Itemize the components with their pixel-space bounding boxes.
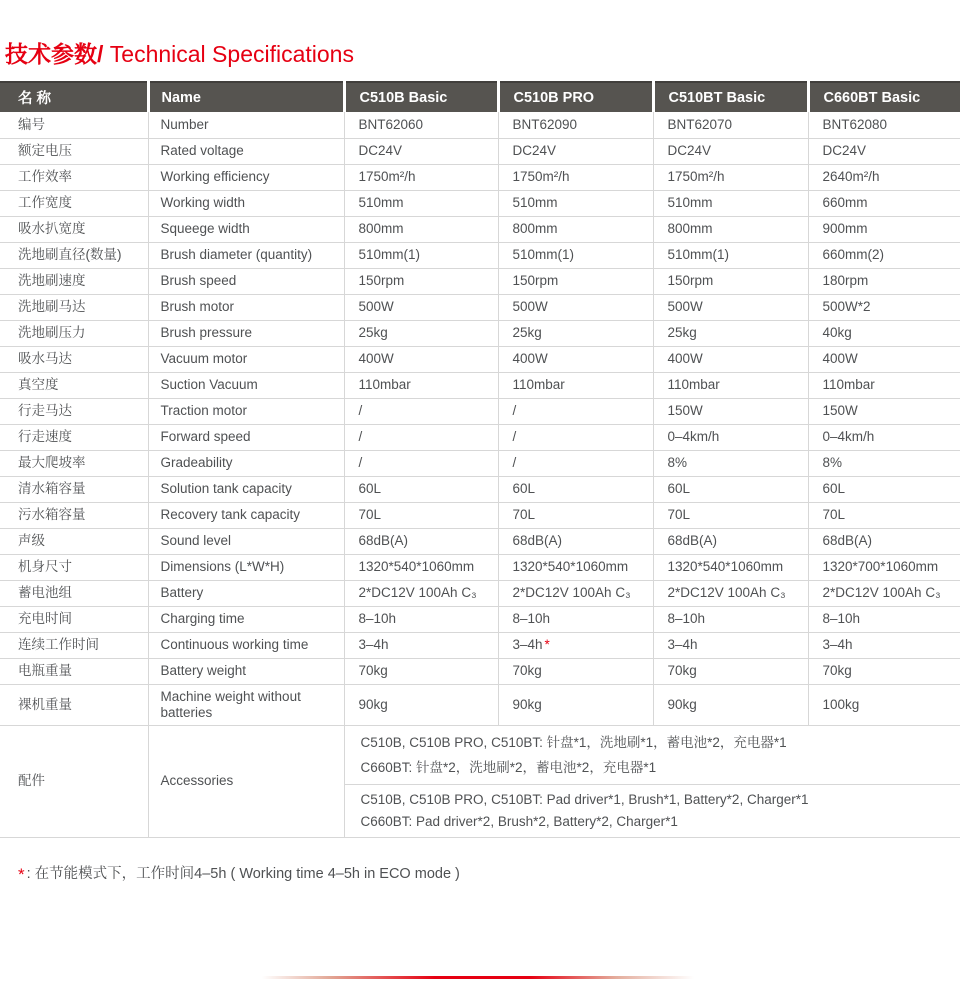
spec-value: 1320*540*1060mm — [344, 554, 498, 580]
spec-label-en: Rated voltage — [148, 138, 344, 164]
spec-label-zh: 洗地刷马达 — [0, 294, 148, 320]
spec-value: 1750m²/h — [344, 164, 498, 190]
spec-value: 70kg — [653, 658, 808, 684]
spec-label-en: Vacuum motor — [148, 346, 344, 372]
spec-value: 400W — [498, 346, 653, 372]
bottom-accent-line — [262, 976, 694, 979]
spec-label-en: Dimensions (L*W*H) — [148, 554, 344, 580]
spec-value: 60L — [498, 476, 653, 502]
spec-label-zh: 电瓶重量 — [0, 658, 148, 684]
spec-value: 150rpm — [498, 268, 653, 294]
spec-value: 90kg — [344, 684, 498, 725]
spec-label-en: Forward speed — [148, 424, 344, 450]
table-row — [0, 632, 960, 658]
spec-label-zh: 行走马达 — [0, 398, 148, 424]
spec-value: 510mm(1) — [344, 242, 498, 268]
spec-value: 40kg — [808, 320, 960, 346]
spec-value: 60L — [808, 476, 960, 502]
spec-label-en: Working width — [148, 190, 344, 216]
table-row — [0, 502, 960, 528]
accessories-row — [0, 725, 960, 837]
spec-value: 1750m²/h — [653, 164, 808, 190]
spec-value: 400W — [344, 346, 498, 372]
spec-value: 2*DC12V 100Ah C₃ — [498, 580, 653, 606]
spec-value: 68dB(A) — [498, 528, 653, 554]
spec-label-zh: 洗地刷压力 — [0, 320, 148, 346]
spec-label-en: Machine weight without batteries — [148, 684, 344, 725]
spec-label-en: Brush diameter (quantity) — [148, 242, 344, 268]
spec-value: 800mm — [653, 216, 808, 242]
table-row — [0, 190, 960, 216]
spec-value: / — [344, 398, 498, 424]
spec-label-en: Brush pressure — [148, 320, 344, 346]
spec-value: 68dB(A) — [653, 528, 808, 554]
column-header: C660BT Basic — [808, 82, 960, 112]
spec-label-en: Brush motor — [148, 294, 344, 320]
spec-label-en: Gradeability — [148, 450, 344, 476]
spec-label-en: Brush speed — [148, 268, 344, 294]
spec-label-en: Working efficiency — [148, 164, 344, 190]
spec-label-zh: 最大爬坡率 — [0, 450, 148, 476]
spec-value: 400W — [653, 346, 808, 372]
spec-value: 1320*540*1060mm — [653, 554, 808, 580]
page-title-en: Technical Specifications — [103, 41, 354, 67]
column-header: C510B PRO — [498, 82, 653, 112]
page-title — [5, 36, 354, 69]
table-header — [0, 82, 960, 112]
spec-value: 70kg — [808, 658, 960, 684]
spec-value: BNT62070 — [653, 112, 808, 138]
spec-label-en: Solution tank capacity — [148, 476, 344, 502]
accessories-values — [344, 725, 960, 837]
spec-value: 150rpm — [653, 268, 808, 294]
table-row — [0, 320, 960, 346]
spec-value: 500W — [653, 294, 808, 320]
spec-value: 1320*700*1060mm — [808, 554, 960, 580]
spec-value: 150rpm — [344, 268, 498, 294]
spec-value: 510mm(1) — [498, 242, 653, 268]
spec-label-en: Continuous working time — [148, 632, 344, 658]
spec-label-zh: 行走速度 — [0, 424, 148, 450]
table-row — [0, 294, 960, 320]
spec-label-en: Number — [148, 112, 344, 138]
spec-value: 500W — [498, 294, 653, 320]
table-row — [0, 398, 960, 424]
spec-label-zh: 蓄电池组 — [0, 580, 148, 606]
spec-value: 0–4km/h — [653, 424, 808, 450]
spec-label-zh: 吸水扒宽度 — [0, 216, 148, 242]
spec-label-zh: 机身尺寸 — [0, 554, 148, 580]
spec-value: 0–4km/h — [808, 424, 960, 450]
specifications-table — [0, 81, 960, 838]
spec-value: 25kg — [653, 320, 808, 346]
accessories-zh-line: C660BT: 针盘*2，洗地刷*2，蓄电池*2，充电器*1 — [360, 759, 657, 775]
column-header: C510BT Basic — [653, 82, 808, 112]
column-header: C510B Basic — [344, 82, 498, 112]
spec-value: 1320*540*1060mm — [498, 554, 653, 580]
spec-value: DC24V — [808, 138, 960, 164]
spec-value: 1750m²/h — [498, 164, 653, 190]
accessories-section — [0, 725, 960, 837]
table-row — [0, 658, 960, 684]
accessories-en-line: C660BT: Pad driver*2, Brush*2, Battery*2, Charger*1 — [360, 813, 678, 829]
spec-value: / — [498, 424, 653, 450]
spec-value: 68dB(A) — [344, 528, 498, 554]
spec-value: 8% — [653, 450, 808, 476]
spec-label-en: Battery — [148, 580, 344, 606]
spec-value: 90kg — [653, 684, 808, 725]
spec-value: DC24V — [498, 138, 653, 164]
eco-note-star-icon: * — [544, 637, 550, 652]
spec-value: DC24V — [653, 138, 808, 164]
spec-value: 510mm — [653, 190, 808, 216]
spec-value: 800mm — [344, 216, 498, 242]
table-row — [0, 424, 960, 450]
spec-value: 60L — [653, 476, 808, 502]
spec-label-zh: 工作效率 — [0, 164, 148, 190]
spec-value: 70kg — [498, 658, 653, 684]
accessories-zh-block — [345, 726, 960, 785]
page-title-zh: 技术参数/ — [5, 41, 104, 67]
spec-value: 900mm — [808, 216, 960, 242]
table-row — [0, 164, 960, 190]
spec-label-zh: 额定电压 — [0, 138, 148, 164]
accessories-label-en: Accessories — [148, 725, 344, 837]
spec-value: 150W — [653, 398, 808, 424]
spec-label-en: Traction motor — [148, 398, 344, 424]
table-row — [0, 138, 960, 164]
spec-value: 25kg — [498, 320, 653, 346]
spec-value: BNT62090 — [498, 112, 653, 138]
spec-label-zh: 污水箱容量 — [0, 502, 148, 528]
table-row — [0, 476, 960, 502]
spec-value: 100kg — [808, 684, 960, 725]
spec-value: 110mbar — [653, 372, 808, 398]
spec-label-zh: 充电时间 — [0, 606, 148, 632]
spec-value: 70L — [498, 502, 653, 528]
spec-value: 2*DC12V 100Ah C₃ — [653, 580, 808, 606]
spec-value: 110mbar — [344, 372, 498, 398]
spec-value: 150W — [808, 398, 960, 424]
spec-value: 400W — [808, 346, 960, 372]
spec-value: 70kg — [344, 658, 498, 684]
spec-value: / — [344, 450, 498, 476]
spec-value: / — [498, 450, 653, 476]
column-header: 名 称 — [0, 82, 148, 112]
table-row — [0, 268, 960, 294]
table-row — [0, 112, 960, 138]
spec-value: / — [498, 398, 653, 424]
spec-value: 2*DC12V 100Ah C₃ — [808, 580, 960, 606]
spec-value: 8% — [808, 450, 960, 476]
accessories-label-zh: 配件 — [0, 725, 148, 837]
spec-value: 60L — [344, 476, 498, 502]
spec-value: 110mbar — [498, 372, 653, 398]
spec-value: 2*DC12V 100Ah C₃ — [344, 580, 498, 606]
spec-value: 660mm(2) — [808, 242, 960, 268]
spec-value: 2640m²/h — [808, 164, 960, 190]
spec-value: 180rpm — [808, 268, 960, 294]
table-row — [0, 242, 960, 268]
spec-value: 25kg — [344, 320, 498, 346]
spec-value: 3–4h — [344, 632, 498, 658]
accessories-en-line: C510B, C510B PRO, C510BT: Pad driver*1, Brush*1, Battery*2, Charger*1 — [360, 791, 809, 807]
table-body — [0, 112, 960, 725]
spec-value: 8–10h — [808, 606, 960, 632]
spec-value: 8–10h — [498, 606, 653, 632]
spec-label-en: Suction Vacuum — [148, 372, 344, 398]
spec-label-zh: 编号 — [0, 112, 148, 138]
spec-value: DC24V — [344, 138, 498, 164]
spec-label-zh: 清水箱容量 — [0, 476, 148, 502]
footnote-star-icon: * — [18, 865, 25, 884]
spec-label-en: Battery weight — [148, 658, 344, 684]
spec-label-zh: 声级 — [0, 528, 148, 554]
spec-value: 510mm — [498, 190, 653, 216]
spec-value: 8–10h — [344, 606, 498, 632]
spec-label-zh: 工作宽度 — [0, 190, 148, 216]
footnote — [18, 862, 460, 885]
spec-label-zh: 洗地刷直径(数量) — [0, 242, 148, 268]
table-header-row — [0, 82, 960, 112]
spec-value: BNT62080 — [808, 112, 960, 138]
table-row — [0, 554, 960, 580]
spec-value: 510mm — [344, 190, 498, 216]
spec-value: 90kg — [498, 684, 653, 725]
spec-label-zh: 裸机重量 — [0, 684, 148, 725]
spec-label-en: Squeege width — [148, 216, 344, 242]
table-row — [0, 346, 960, 372]
table-row — [0, 372, 960, 398]
spec-value: 8–10h — [653, 606, 808, 632]
spec-value: 70L — [808, 502, 960, 528]
spec-label-zh: 洗地刷速度 — [0, 268, 148, 294]
accessories-zh-line: C510B, C510B PRO, C510BT: 针盘*1，洗地刷*1，蓄电池*2，充电器*1 — [360, 734, 787, 750]
table-row — [0, 606, 960, 632]
spec-value: 3–4h * — [498, 632, 653, 658]
table-row — [0, 216, 960, 242]
spec-value: 500W*2 — [808, 294, 960, 320]
spec-label-zh: 吸水马达 — [0, 346, 148, 372]
table-row — [0, 528, 960, 554]
spec-value: 3–4h — [808, 632, 960, 658]
table-row — [0, 684, 960, 725]
spec-label-en: Sound level — [148, 528, 344, 554]
spec-value: 68dB(A) — [808, 528, 960, 554]
spec-value: 500W — [344, 294, 498, 320]
footnote-text: : 在节能模式下，工作时间4–5h ( Working time 4–5h in ECO mode ) — [26, 866, 460, 882]
spec-label-zh: 真空度 — [0, 372, 148, 398]
spec-value: 660mm — [808, 190, 960, 216]
spec-label-en: Recovery tank capacity — [148, 502, 344, 528]
spec-label-zh: 连续工作时间 — [0, 632, 148, 658]
spec-value: 70L — [653, 502, 808, 528]
spec-value: 800mm — [498, 216, 653, 242]
table-row — [0, 450, 960, 476]
spec-value: BNT62060 — [344, 112, 498, 138]
column-header: Name — [148, 82, 344, 112]
table-row — [0, 580, 960, 606]
spec-value: 110mbar — [808, 372, 960, 398]
spec-value: 510mm(1) — [653, 242, 808, 268]
spec-label-en: Charging time — [148, 606, 344, 632]
spec-value: 70L — [344, 502, 498, 528]
spec-value: / — [344, 424, 498, 450]
accessories-en-block — [345, 785, 960, 837]
spec-value: 3–4h — [653, 632, 808, 658]
